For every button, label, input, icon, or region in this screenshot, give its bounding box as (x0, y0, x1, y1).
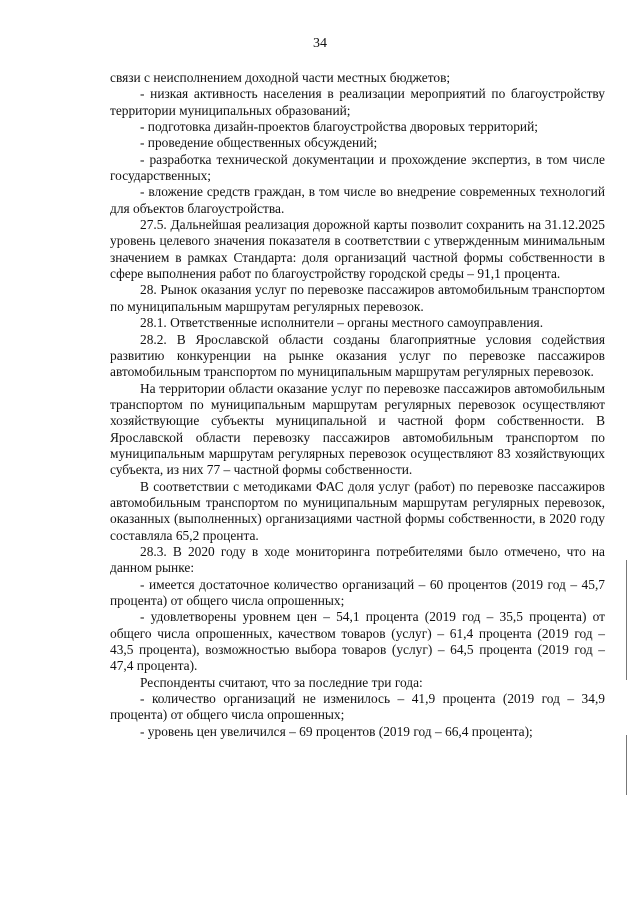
list-item-public-discussions: - проведение общественных обсуждений; (140, 135, 378, 151)
section-heading-28: 28. Рынок оказания услуг по перевозке пассажиров автомобильным транспортом по муниципальным маршрутам регулярных перевозок. (110, 282, 605, 314)
paragraph-28-2: 28.2. В Ярославской области созданы благоприятные условия содействия развитию конкуренции на рынке оказания услуг по перевозке пассажиров автомобильным транспортом по муниципальным маршрутам регулярных перевозок. (110, 331, 605, 380)
scan-edge-mark (626, 560, 627, 680)
paragraph-fas-methodology: В соответствии с методиками ФАС доля услуг (работ) по перевозке пассажиров автомобильным транспортом по муниципальным маршрутам регулярных перевозок, оказанных (выполненных) организациями частной формы собственности, в 2020 году составляла 65,2 процента. (110, 478, 605, 543)
document-body (110, 70, 605, 740)
list-item-satisfaction: - удовлетворены уровнем цен – 54,1 процента (2019 год – 35,5 процента) от общего числа опрошенных, качеством товаров (услуг) – 61,4 процента (2019 год – 43,5 процента), возможностью выбора товаров (услуг) – 64,5 процента (2019 год – 47,4 процента). (110, 609, 605, 674)
list-item-organizations-unchanged: - количество организаций не изменилось – 41,9 процента (2019 год – 34,9 процента) от общего числа опрошенных; (110, 691, 605, 723)
paragraph-respondents: Респонденты считают, что за последние три года: (140, 674, 423, 690)
list-item-low-activity: - низкая активность населения в реализации мероприятий по благоустройству территории муниципальных образований; (110, 86, 605, 118)
paragraph-27-5: 27.5. Дальнейшая реализация дорожной карты позволит сохранить на 31.12.2025 уровень целевого значения показателя в соответствии с утвержденным минимальным значением в рамках Стандарта: доля организаций частной формы собственности в сфере выполнения работ по благоустройству городской среды – 91,1 процента. (110, 217, 605, 282)
paragraph-28-3: 28.3. В 2020 году в ходе мониторинга потребителями было отмечено, что на данном рынке: (110, 543, 605, 576)
page-number: 34 (313, 36, 327, 51)
list-item-organizations-count: - имеется достаточное количество организаций – 60 процентов (2019 год – 45,7 процента) от общего числа опрошенных; (110, 576, 605, 608)
scan-edge-mark (626, 735, 627, 795)
paragraph-continuation: связи с неисполнением доходной части местных бюджетов; (110, 70, 451, 85)
list-item-technical-documentation: - разработка технической документации и прохождение экспертиз, в том числе государственных; (110, 151, 605, 184)
list-item-design-projects: - подготовка дизайн-проектов благоустройства дворовых территорий; (140, 119, 538, 135)
list-item-citizen-funds: - вложение средств граждан, в том числе во внедрение современных технологий для объектов благоустройства. (110, 184, 605, 216)
paragraph-territory: На территории области оказание услуг по перевозке пассажиров автомобильным транспортом по муниципальным маршрутам регулярных перевозок осуществляют хозяйствующие субъекты муниципальной и частной форм собственности. В Ярославской области перевозку пассажиров автомобильным транспортом по муниципальным маршрутам регулярных перевозок осуществляют 83 хозяйствующих субъекта, из них 77 – частной формы собственности. (110, 380, 605, 478)
list-item-prices-increased: - уровень цен увеличился – 69 процентов (2019 год – 66,4 процента); (140, 723, 533, 739)
paragraph-28-1: 28.1. Ответственные исполнители – органы местного самоуправления. (140, 315, 544, 331)
